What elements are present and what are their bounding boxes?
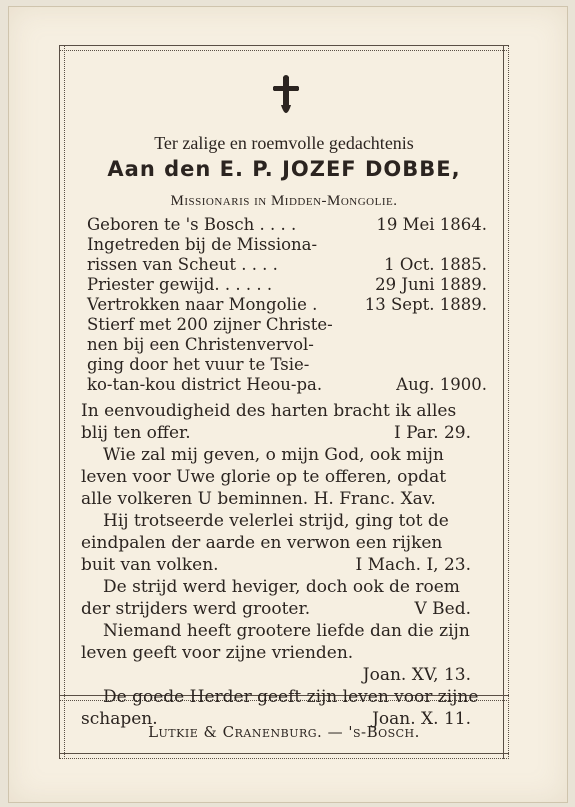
quote-line xyxy=(81,401,489,423)
quote-text: alle volkeren U beminnen. H. Franc. Xav. xyxy=(81,489,436,509)
quote-text: leven voor Uwe glorie op te offeren, opdat xyxy=(81,467,447,487)
bio-label: nen bij een Christenvervol- xyxy=(87,335,314,354)
quote-text: blij ten offer. xyxy=(81,423,191,443)
quote-text: Wie zal mij geven, o mijn God, ook mijn xyxy=(103,445,444,465)
bio-row xyxy=(87,355,487,375)
bio-date: 19 Mei 1864. xyxy=(376,215,487,234)
quote-reference: I Mach. I, 23. xyxy=(355,555,471,575)
card-heading: Ter zalige en roemvolle gedachtenis xyxy=(154,133,414,153)
quote-text: schapen. xyxy=(81,709,158,729)
bio-row xyxy=(87,255,487,275)
decorative-frame xyxy=(59,45,509,759)
quote-text: leven geeft voor zijne vrienden. xyxy=(81,643,354,663)
bio-label: rissen van Scheut . . . . xyxy=(87,255,278,274)
quote-line xyxy=(81,533,489,555)
frame-rule-bottom xyxy=(59,753,509,759)
quote-text: eindpalen der aarde en verwon een rijken xyxy=(81,533,443,553)
quote-line xyxy=(81,445,489,467)
bio-row xyxy=(87,315,487,335)
biography-list xyxy=(87,215,487,395)
quote-line xyxy=(81,599,489,621)
quote-line xyxy=(81,621,489,643)
bio-row xyxy=(87,375,487,395)
bio-date: 1 Oct. 1885. xyxy=(384,255,487,274)
quote-line xyxy=(81,511,489,533)
bio-label: Ingetreden bij de Missiona- xyxy=(87,235,318,254)
quote-line xyxy=(81,423,489,445)
person-title: Missionaris in Midden-Mongolie. xyxy=(170,193,398,209)
quote-reference: Joan. XV, 13. xyxy=(362,665,471,685)
quote-text: De strijd werd heviger, doch ook de roem xyxy=(103,577,460,597)
bio-date: 29 Juni 1889. xyxy=(375,275,487,294)
bio-label: Geboren te 's Bosch . . . . xyxy=(87,215,297,234)
bio-row xyxy=(87,335,487,355)
quote-text: Hij trotseerde velerlei strijd, ging tot de xyxy=(103,511,449,531)
quote-text: buit van volken. xyxy=(81,555,219,575)
bio-label: Vertrokken naar Mongolie . xyxy=(87,295,318,314)
person-name: Aan den E. P. JOZEF DOBBE, xyxy=(107,157,461,181)
frame-rule-top xyxy=(59,45,509,51)
quote-line xyxy=(81,467,489,489)
quote-line xyxy=(81,687,489,709)
bio-date: Aug. 1900. xyxy=(396,375,487,394)
quote-text: De goede Herder geeft zijn leven voor zijne xyxy=(103,687,479,707)
bio-row xyxy=(87,215,487,235)
cross-icon xyxy=(273,75,299,121)
quote-line xyxy=(81,489,489,511)
quote-line xyxy=(81,643,489,665)
quotations-block xyxy=(81,401,489,731)
bio-row xyxy=(87,275,487,295)
quote-text: der strijders werd grooter. xyxy=(81,599,311,619)
bio-label: ging door het vuur te Tsie- xyxy=(87,355,310,374)
quote-reference: V Bed. xyxy=(414,599,471,619)
quote-text: In eenvoudigheid des harten bracht ik alles xyxy=(81,401,457,421)
bio-label: Priester gewijd. . . . . . xyxy=(87,275,273,294)
quote-text: Niemand heeft grootere liefde dan die zijn xyxy=(103,621,470,641)
bio-label: ko-tan-kou district Heou-pa. xyxy=(87,375,323,394)
memorial-card xyxy=(8,6,568,803)
quote-line xyxy=(81,555,489,577)
quote-reference: Joan. X. 11. xyxy=(372,709,471,729)
bio-row xyxy=(87,235,487,255)
bio-row xyxy=(87,295,487,315)
quote-reference: I Par. 29. xyxy=(393,423,471,443)
bio-date: 13 Sept. 1889. xyxy=(364,295,487,314)
quote-line xyxy=(81,665,489,687)
printer-imprint: Lutkie & Cranenburg. — 's-Bosch. xyxy=(148,723,420,741)
bio-label: Stierf met 200 zijner Christe- xyxy=(87,315,333,334)
quote-line xyxy=(81,577,489,599)
